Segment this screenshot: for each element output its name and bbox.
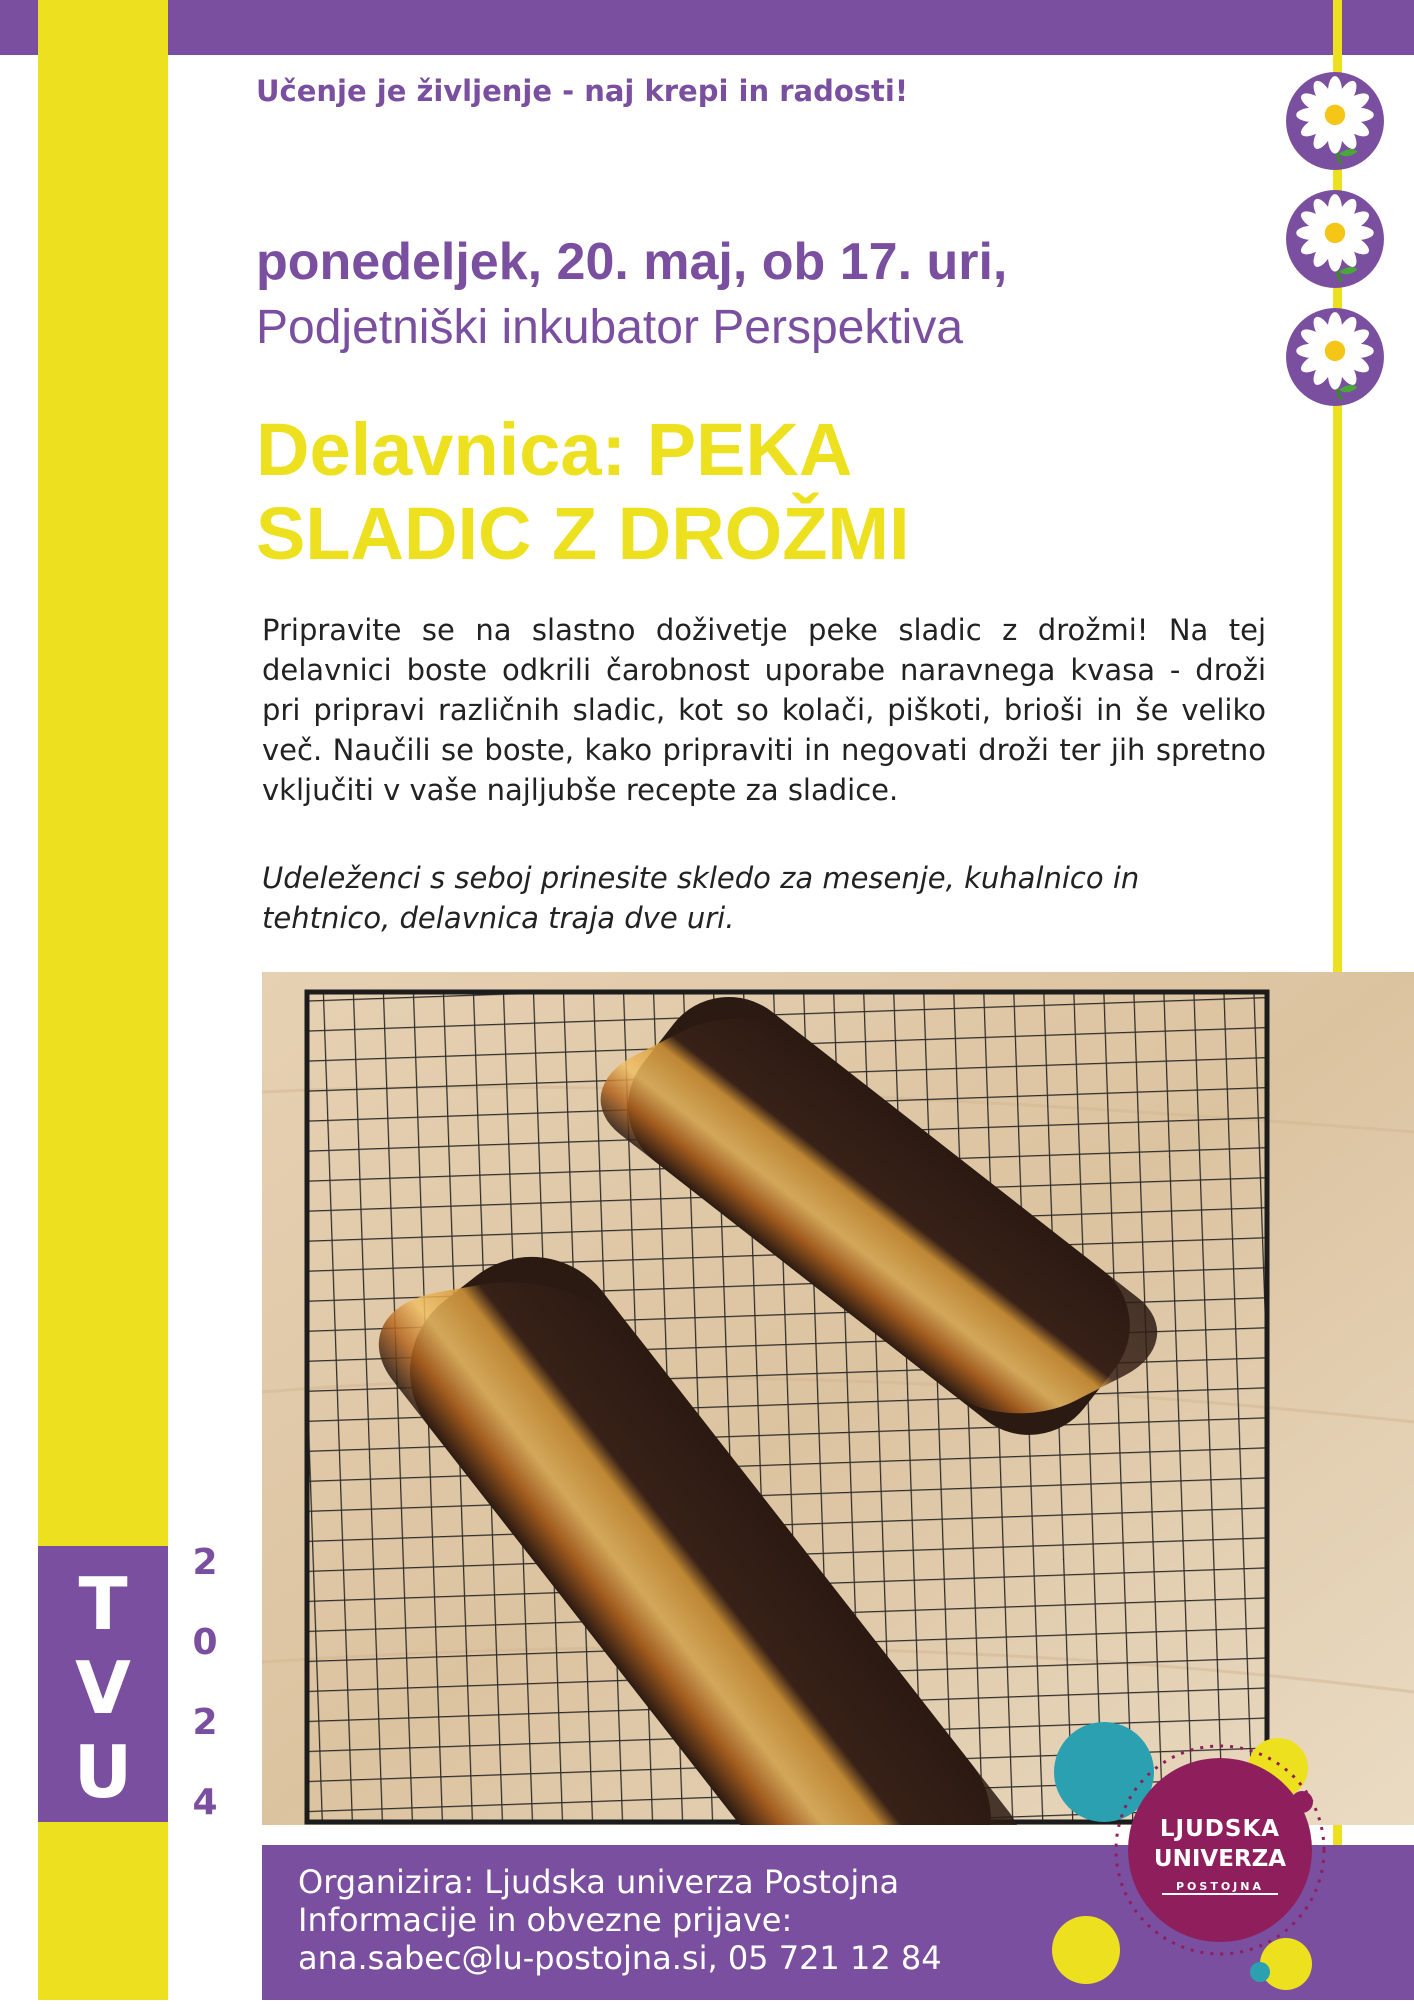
daisy-icon — [1284, 188, 1386, 290]
tvu-letter: U — [73, 1730, 133, 1814]
tvu-letter: V — [75, 1646, 131, 1730]
slogan: Učenje je življenje - naj krepi in radosti! — [256, 74, 909, 108]
logo-line3: POSTOJNA — [1175, 1880, 1264, 1893]
ljudska-univerza-logo — [1050, 1700, 1350, 2000]
daisy-icon — [1284, 306, 1386, 408]
event-date-time: ponedeljek, 20. maj, ob 17. uri, — [256, 233, 1008, 291]
workshop-title — [256, 408, 1316, 576]
workshop-title-line2: SLADIC Z DROŽMI — [256, 492, 910, 575]
tvu-badge — [38, 1546, 168, 1822]
workshop-title-line1: Delavnica: PEKA — [256, 408, 853, 491]
logo-line2: UNIVERZA — [1153, 1846, 1287, 1872]
event-venue: Podjetniški inkubator Perspektiva — [256, 301, 964, 354]
year-digit: 2 — [192, 1702, 218, 1743]
footer-organizer: Organizira: Ljudska univerza Postojna — [298, 1863, 900, 1901]
top-band — [0, 0, 1414, 55]
year-digit: 2 — [192, 1542, 218, 1583]
daisy-icon — [1284, 70, 1386, 172]
footer-info: Informacije in obvezne prijave: — [298, 1901, 793, 1939]
pastry-photo — [262, 972, 1414, 1825]
footer-contact[interactable]: ana.sabec@lu-postojna.si, 05 721 12 84 — [298, 1939, 942, 1977]
logo-line1: LJUDSKA — [1159, 1816, 1281, 1842]
year-digit: 0 — [192, 1622, 218, 1663]
tvu-letter: T — [78, 1562, 128, 1646]
year-digit: 4 — [192, 1782, 218, 1823]
participant-note: Udeleženci s seboj prinesite skledo za mesenje, kuhalnico in tehtnico, delavnica traja dve uri. — [262, 861, 1140, 935]
workshop-description: Pripravite se na slastno doživetje peke sladic z drožmi! Na tej delavnici boste odkrili čarobnost uporabe naravnega kvasa - droži pri pripravi različnih sladic, kot so kolači, piškoti, brioši in še veliko več. Naučili se boste, kako pripraviti in negovati droži ter jih spretno vključiti v vaše najljubše recepte za sladice. — [262, 613, 1266, 807]
